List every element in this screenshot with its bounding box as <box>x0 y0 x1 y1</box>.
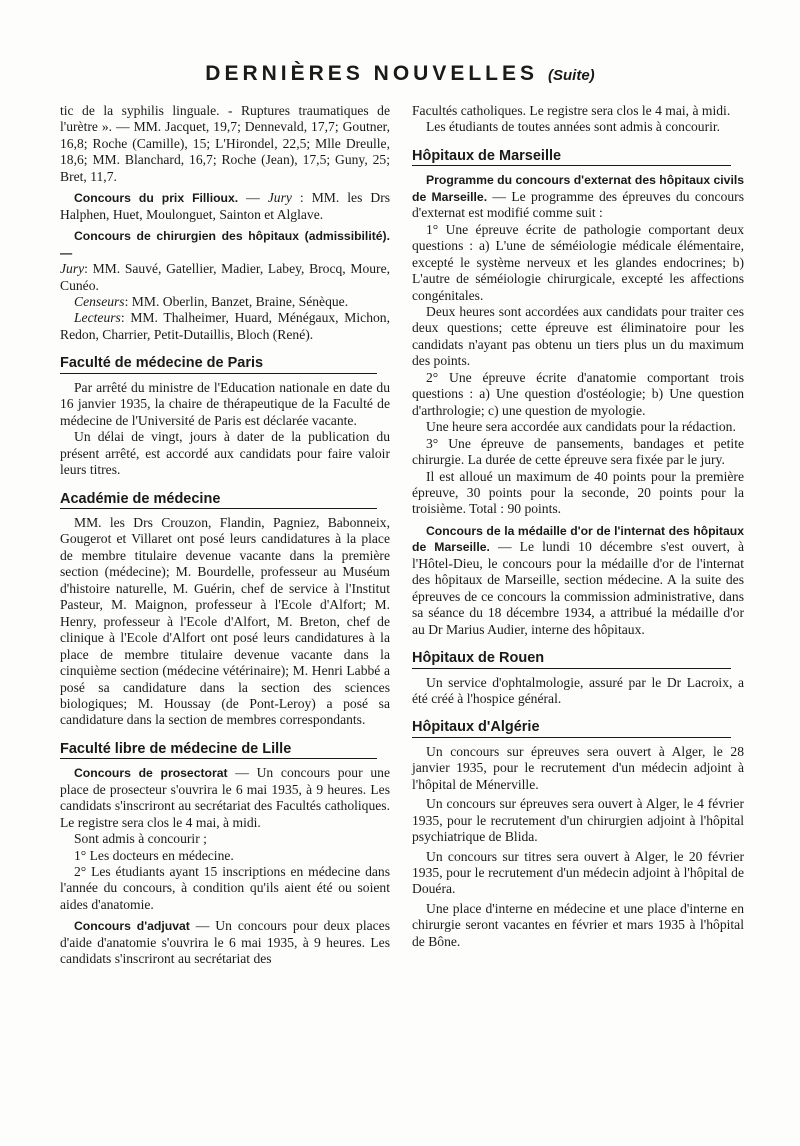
paragraph: Une heure sera accordée aux candidats pour la rédaction. <box>426 419 736 435</box>
section-heading-marseille: Hôpitaux de Marseille <box>412 148 731 166</box>
paragraph <box>60 261 390 294</box>
lecteurs-label: Lecteurs <box>74 310 121 326</box>
section-heading-academie: Académie de médecine <box>60 491 377 509</box>
paragraph: Par arrêté du ministre de l'Education nationale en date du 16 janvier 1935, la chaire de thérapeutique de la Faculté de médecine de l'Université de Paris est déclarée vacante. <box>60 379 390 428</box>
paragraph: Un concours sur épreuves sera ouvert à Alger, le 28 janvier 1935, pour le recrutement d'un médecin adjoint à l'hôpital de Ménerville. <box>412 743 744 792</box>
paragraph: Il est alloué un maximum de 40 points pour la première épreuve, 30 points pour la seconde, 20 points pour la troisième. Total : 90 points. <box>412 468 744 517</box>
run-in-heading: Concours de prosectorat <box>74 766 228 781</box>
paragraph: Un service d'ophtalmologie, assuré par le Dr Lacroix, a été créé à l'hospice général. <box>412 674 744 706</box>
paragraph-text: — Le lundi 10 décembre s'est ouvert, à l'Hôtel-Dieu, le concours pour la médaille d'or de l'internat des hôpitaux de Marseille, section médecine. A la suite des épreuves de ce concours la commission administrative, dans sa séance du 18 décembre 1934, a attribué la médaille d'or au Dr Marius Audier, interne des hôpitaux. <box>412 539 744 637</box>
paragraph <box>412 172 744 221</box>
paragraph-text: — Un concours pour une place de prosecteur s'ouvrira le 6 mai 1935, à 9 heures. Les candidats s'inscriront au secrétariat des Facultés catholiques. Le registre sera clos le 4 mai, à midi. <box>60 765 390 830</box>
paragraph <box>60 765 390 831</box>
page-header <box>0 62 800 86</box>
paragraph <box>60 228 390 261</box>
page-subtitle: (Suite) <box>548 67 595 84</box>
section-heading-rouen: Hôpitaux de Rouen <box>412 650 731 668</box>
jury-label: Jury <box>60 261 85 277</box>
paragraph-text: : MM. Oberlin, Banzet, Braine, Sénèque. <box>124 293 349 309</box>
paragraph: 3° Une épreuve de pansements, bandages et petite chirurgie. La durée de cette épreuve sera fixée par le jury. <box>412 435 744 468</box>
run-in-heading: Concours du prix Fillioux. <box>74 191 239 206</box>
paragraph <box>60 294 390 310</box>
paragraph <box>60 918 390 967</box>
paragraph-text: — Le programme des épreuves du concours d'externat est modifié comme suit : <box>412 188 744 221</box>
paragraph: Une place d'interne en médecine et une place d'interne en chirurgie seront vacantes en février et mars 1935 à l'hôpital de Bône. <box>412 900 744 949</box>
right-column <box>412 103 744 950</box>
paragraph-text: : MM. les Drs Halphen, Huet, Moulonguet, Sainton et Alglave. <box>60 190 391 222</box>
left-column <box>60 103 390 968</box>
paragraph: 1° Une épreuve écrite de pathologie comportant deux questions : a) L'une de séméiologie médicale élémentaire, excepté le système nerveux et les glandes endocrines; b) L'autre de séméiologie chirurgicale, excepté les affections congénitales. <box>412 221 744 303</box>
paragraph <box>60 310 390 343</box>
paragraph-text: — Un concours pour deux places d'aide d'anatomie s'ouvrira le 6 mai 1935, à 9 heures. Les candidats s'inscriront au secrétariat des <box>60 918 390 967</box>
section-heading-faculte-lille: Faculté libre de médecine de Lille <box>60 741 377 759</box>
paragraph: Sont admis à concourir ; <box>74 831 207 847</box>
run-in-heading: Concours d'adjuvat <box>74 919 190 934</box>
paragraph: MM. les Drs Crouzon, Flandin, Pagniez, Babonneix, Gougerot et Villaret ont posé leurs candidatures à la place de membre titulaire devenue vacante dans la première section (médecine); M. Bourdelle, professeur au Muséum d'histoire naturelle, M. Guérin, chef de service à l'Institut Pasteur, M. Maignon, professeur à l'Ecole d'Alfort; M. Henry, professeur à l'Ecole d'Alfort, M. Breton, chef de clinique à l'Ecole d'Alfort ont posé leurs candidatures à la place de membre titulaire devenue vacante dans la cinquième section (médecine vétérinaire); M. Henri Labbé a posé sa candidature dans la section des sciences biologiques; M. Houssay (de Pont-Leroy) a posé sa candidature dans la section de membres correspondants. <box>60 514 390 728</box>
paragraph: Facultés catholiques. Le registre sera clos le 4 mai, à midi. <box>412 103 731 118</box>
paragraph: 2° Les étudiants ayant 15 inscriptions en médecine dans l'année du concours, à condition qu'ils aient été ou soient aides d'anatomie. <box>60 864 390 912</box>
run-in-heading: Programme du concours d'externat des hôpitaux civils de Marseille. <box>412 173 744 204</box>
paragraph: Deux heures sont accordées aux candidats pour traiter ces deux questions; cette épreuve est éliminatoire pour les candidats n'ayant pas obtenu un tiers plus un du maximum des points. <box>412 303 744 369</box>
paragraph <box>412 523 744 638</box>
paragraph: tic de la syphilis linguale. - Ruptures traumatiques de l'urètre ». — MM. Jacquet, 19,7; Dennevald, 17,7; Goutner, 16,8; Roche (Camille), 15; L'Hirondel, 22,5; Mlle Dreulle, 18,6; MM. Blanchard, 16,7; Roche (Jean), 17,5; Guny, 25; Bret, 11,7. <box>60 103 390 184</box>
censeurs-label: Censeurs <box>74 293 125 309</box>
page-title: DERNIÈRES NOUVELLES <box>205 62 539 85</box>
jury-label: Jury <box>267 190 292 206</box>
paragraph: Les étudiants de toutes années sont admis à concourir. <box>426 119 721 135</box>
run-in-heading: Concours de chirurgien des hôpitaux (admissibilité).— <box>60 229 390 260</box>
paragraph: Un concours sur titres sera ouvert à Alger, le 20 février 1935, pour le recrutement d'un médecin adjoint à l'hôpital de Douéra. <box>412 848 744 897</box>
paragraph-text: : MM. Sauvé, Gatellier, Madier, Labey, Brocq, Moure, Cunéo. <box>60 261 390 293</box>
paragraph-text: : MM. Thalheimer, Huard, Ménégaux, Michon, Redon, Charrier, Petit-Dutaillis, Bloch (René). <box>60 310 390 342</box>
paragraph: Un concours sur épreuves sera ouvert à Alger, le 4 février 1935, pour le recrutement d'un chirurgien adjoint à l'hôpital psychiatrique de Blida. <box>412 796 744 845</box>
section-heading-algerie: Hôpitaux d'Algérie <box>412 719 731 737</box>
section-heading-faculte-paris: Faculté de médecine de Paris <box>60 355 377 373</box>
paragraph: 2° Une épreuve écrite d'anatomie comportant trois questions : a) Une question d'ostéologie; b) Une question d'arthrologie; c) une question de myologie. <box>412 369 744 418</box>
run-in-heading: Concours de la médaille d'or de l'internat des hôpitaux de Marseille. <box>412 523 744 555</box>
paragraph: Un délai de vingt, jours à dater de la publication du présent arrêté, est accordé aux candidats pour faire valoir leurs titres. <box>60 429 390 478</box>
paragraph: Concours du prix Fillioux. — Jury : MM. les Drs Halphen, Huet, Moulonguet, Sainton et Alglave. <box>60 190 391 222</box>
paragraph: 1° Les docteurs en médecine. <box>74 847 234 863</box>
